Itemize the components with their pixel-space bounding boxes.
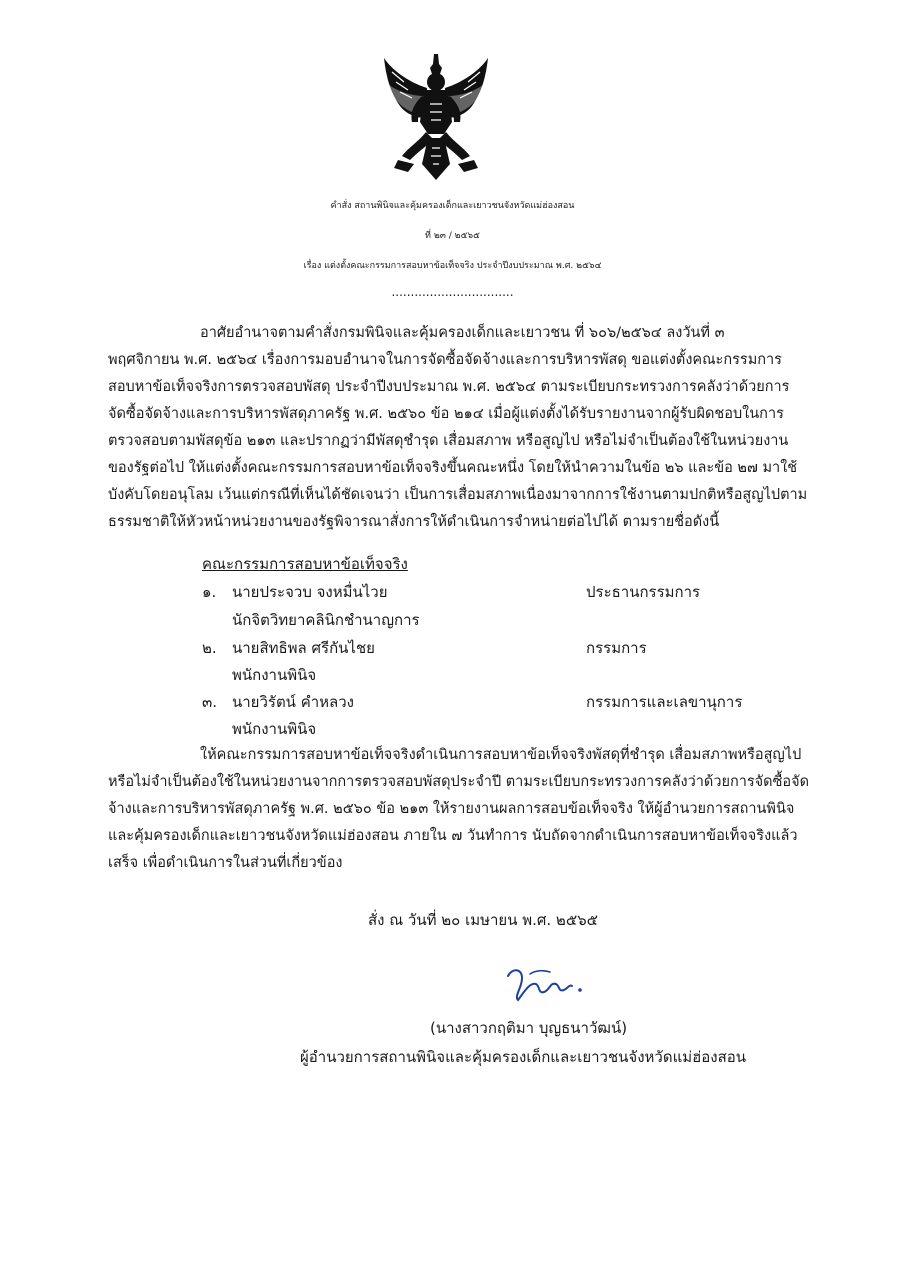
- header-separator: ................................: [391, 285, 514, 299]
- paragraph-line: จัดซื้อจัดจ้างและการบริหารพัสดุภาครัฐ พ.ศ. ๒๕๖๐ ข้อ ๒๑๔ เมื่อผู้แต่งตั้งได้รับรายงานจากผู้รับผิดชอบในการ: [108, 406, 784, 422]
- paragraph-line: บังคับโดยอนุโลม เว้นแต่กรณีที่เห็นได้ชัดเจนว่า เป็นการเสื่อมสภาพเนื่องมาจากการใช้งานตามปกติหรือสูญไปตาม: [108, 487, 808, 503]
- paragraph-line: พฤศจิกายน พ.ศ. ๒๕๖๔ เรื่องการมอบอำนาจในการจัดซื้อจัดจ้างและการบริหารพัสดุ ขอแต่งตั้งคณะกรรมการ: [108, 352, 782, 368]
- member-name: นายประจวบ จงหมื่นไวย: [232, 583, 388, 601]
- order-date: สั่ง ณ วันที่ ๒๐ เมษายน พ.ศ. ๒๕๖๕: [368, 911, 599, 929]
- member-name: นายวิรัตน์ คำหลวง: [232, 693, 354, 711]
- paragraph-authority: [108, 320, 822, 536]
- order-number: ที่ ๒๓ / ๒๕๖๕: [425, 231, 480, 241]
- member-position: นักจิตวิทยาคลินิกชำนาญการ: [232, 611, 420, 629]
- signatory-name: (นางสาวกฤติมา บุญธนาวัฒน์): [430, 1019, 628, 1037]
- order-title: คำสั่ง สถานพินิจและคุ้มครองเด็กและเยาวชนจังหวัดแม่ฮ่องสอน: [330, 201, 575, 211]
- paragraph-line: ธรรมชาติให้หัวหน้าหน่วยงานของรัฐพิจารณาสั่งการให้ดำเนินการจำหน่ายต่อไปได้ ตามรายชื่อดังนี้: [108, 514, 720, 530]
- paragraph-line: ให้คณะกรรมการสอบหาข้อเท็จจริงดำเนินการสอบหาข้อเท็จจริงพัสดุที่ชำรุด เสื่อมสภาพหรือสูญไป: [200, 747, 802, 763]
- member-number: ๓.: [202, 693, 218, 711]
- paragraph-line: และคุ้มครองเด็กและเยาวชนจังหวัดแม่ฮ่องสอน ภายใน ๗ วันทำการ นับถัดจากดำเนินการสอบหาข้อเท็จจริงแล้ว: [108, 828, 798, 844]
- paragraph-line: หรือไม่จำเป็นต้องใช้ในหน่วยงานจากการตรวจสอบพัสดุประจำปี ตามระเบียบกระทรวงการคลังว่าด้วยการจัดซื้อจัด: [108, 774, 810, 790]
- member-role: กรรมการและเลขานุการ: [586, 693, 743, 711]
- order-subject: เรื่อง แต่งตั้งคณะกรรมการสอบหาข้อเท็จจริง ประจำปีงบประมาณ พ.ศ. ๒๕๖๔: [303, 261, 602, 271]
- member-role: กรรมการ: [586, 639, 647, 657]
- paragraph-line: อาศัยอำนาจตามคำสั่งกรมพินิจและคุ้มครองเด็กและเยาวชน ที่ ๖๐๖/๒๕๖๔ ลงวันที่ ๓: [200, 325, 725, 341]
- paragraph-instruction: [108, 742, 822, 877]
- member-position: พนักงานพินิจ: [232, 666, 317, 684]
- signatory-title: ผู้อำนวยการสถานพินิจและคุ้มครองเด็กและเยาวชนจังหวัดแม่ฮ่องสอน: [300, 1048, 747, 1066]
- paragraph-line: สอบหาข้อเท็จจริงการตรวจสอบพัสดุ ประจำปีงบประมาณ พ.ศ. ๒๕๖๔ ตามระเบียบกระทรวงการคลังว่าด้วยการ: [108, 379, 790, 395]
- member-name: นายสิทธิพล ศรีกันไชย: [232, 639, 375, 657]
- paragraph-line: ของรัฐต่อไป ให้แต่งตั้งคณะกรรมการสอบหาข้อเท็จจริงขึ้นคณะหนึ่ง โดยให้นำความในข้อ ๒๖ และข้อ ๒๗ มาใช้: [108, 460, 798, 476]
- garuda-emblem-icon: [378, 52, 494, 184]
- paragraph-line: เสร็จ เพื่อดำเนินการในส่วนที่เกี่ยวข้อง: [108, 855, 343, 871]
- member-position: พนักงานพินิจ: [232, 720, 317, 738]
- paragraph-line: จ้างและการบริหารพัสดุภาครัฐ พ.ศ. ๒๕๖๐ ข้อ ๒๑๓ ให้รายงานผลการสอบข้อเท็จจริง ให้ผู้อำนวยการสถานพินิจ: [108, 801, 795, 817]
- signature-image: [500, 962, 590, 1004]
- paragraph-line: ตรวจสอบตามพัสดุข้อ ๒๑๓ และปรากฏว่ามีพัสดุชำรุด เสื่อมสภาพ หรือสูญไป หรือไม่จำเป็นต้องใช้ในหน่วยงาน: [108, 433, 789, 449]
- member-number: ๒.: [202, 639, 217, 657]
- member-role: ประธานกรรมการ: [586, 583, 701, 601]
- committee-heading: คณะกรรมการสอบหาข้อเท็จจริง: [202, 555, 408, 573]
- member-number: ๑.: [202, 583, 217, 601]
